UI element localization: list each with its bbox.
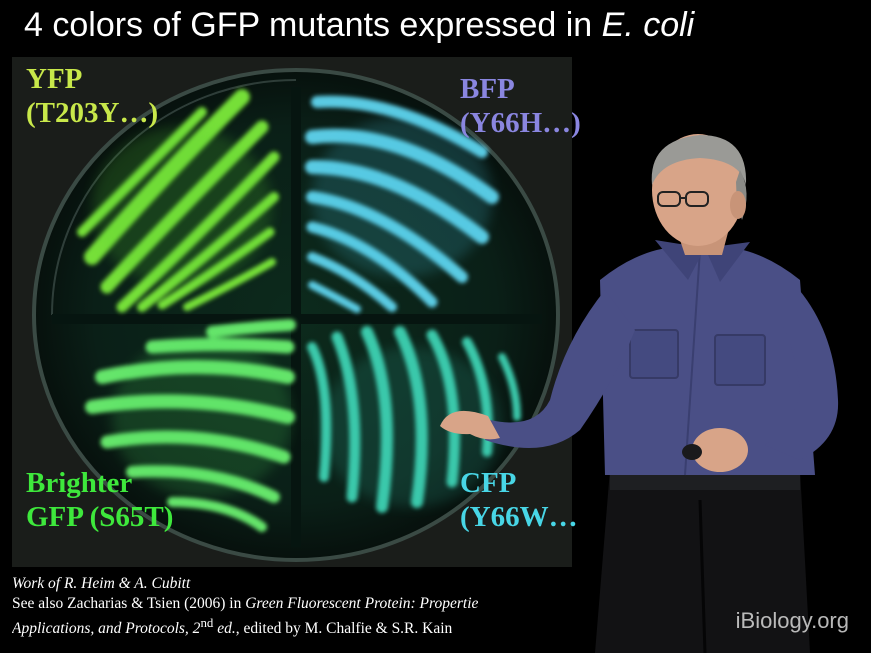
cfp-mutation: (Y66W… bbox=[460, 501, 578, 533]
credits-edition: ed. bbox=[213, 620, 236, 638]
title-text: 4 colors of GFP mutants expressed in bbox=[24, 6, 602, 44]
credits-line-2 bbox=[12, 594, 612, 614]
ibiology-watermark: iBiology.org bbox=[735, 608, 849, 633]
credits-see-also: See also Zacharias & Tsien (2006) in bbox=[12, 594, 246, 612]
bfp-name: BFP bbox=[460, 73, 515, 105]
yfp-label bbox=[26, 62, 158, 130]
credits bbox=[12, 574, 612, 639]
cfp-name: CFP bbox=[460, 467, 517, 499]
credits-editors: , edited by M. Chalfie & S.R. Kain bbox=[235, 620, 453, 638]
credits-authors: R. Heim & A. Cubitt bbox=[60, 575, 191, 592]
yfp-name: YFP bbox=[26, 63, 83, 95]
brighter-gfp-label bbox=[26, 466, 173, 534]
credits-book-title: Green Fluorescent Protein: Propertie bbox=[245, 594, 479, 612]
credits-line-3 bbox=[12, 613, 612, 639]
bfp-mutation: (Y66H…) bbox=[460, 107, 581, 139]
brighter-gfp-name: Brighter bbox=[26, 467, 133, 499]
slide-title bbox=[24, 6, 694, 45]
credits-edition-sup: nd bbox=[200, 615, 214, 630]
credits-line-1 bbox=[12, 574, 612, 594]
credits-book-subtitle: Applications, and Protocols, 2 bbox=[12, 620, 201, 638]
title-organism: E. coli bbox=[601, 6, 695, 44]
yfp-mutation: (T203Y…) bbox=[26, 97, 159, 129]
brighter-gfp-mutation: GFP (S65T) bbox=[26, 501, 174, 533]
credits-work-of: Work of bbox=[12, 575, 61, 592]
